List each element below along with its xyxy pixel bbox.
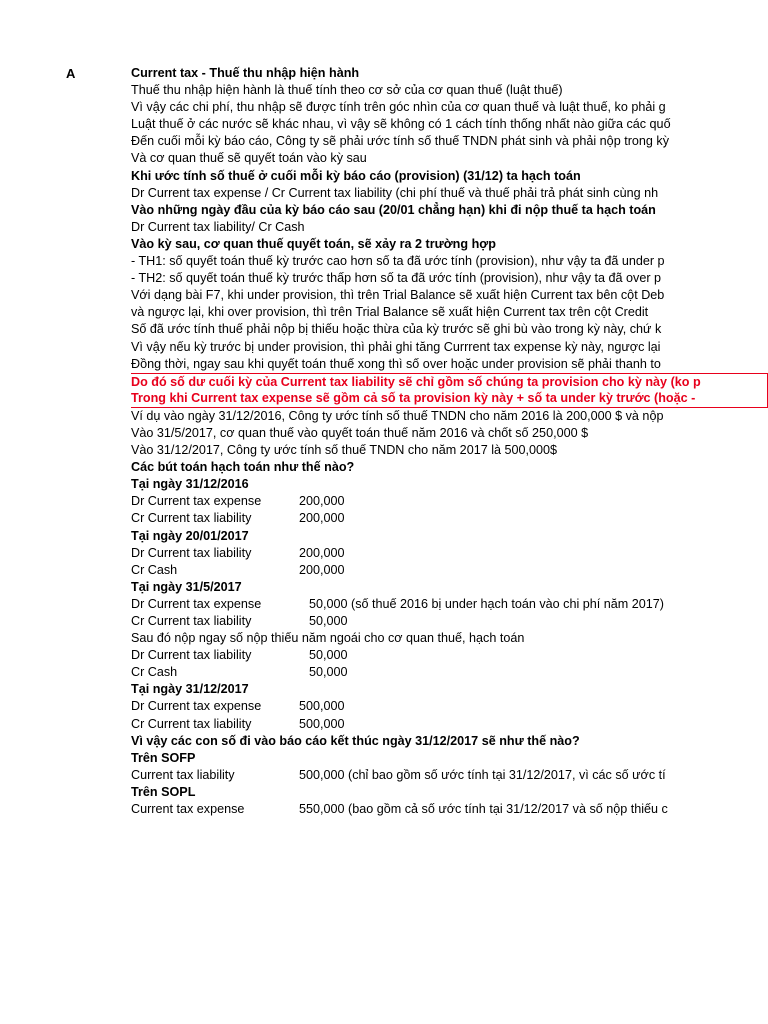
amount-value: 200,000 — [299, 562, 345, 577]
column-a-label: A — [66, 66, 76, 81]
line-text: và ngược lại, khi over provision, thì trên Trial Balance sẽ xuất hiện Current tax trên cột Credit — [131, 305, 649, 320]
line-text: Current tax - Thuế thu nhập hiện hành — [131, 66, 360, 80]
amount-value: 200,000 — [299, 511, 345, 526]
text-line — [131, 579, 768, 596]
text-line — [131, 698, 768, 715]
text-line — [131, 664, 768, 681]
line-text: Trên SOPL — [131, 784, 196, 799]
line-text: - TH1: số quyết toán thuế kỳ trước cao hơn số ta đã ước tính (provision), như vậy ta đã under p — [131, 254, 665, 269]
text-line — [131, 510, 768, 527]
amount-value: 500,000 — [299, 716, 345, 731]
line-text: Trên SOFP — [131, 750, 196, 765]
line-text: Vào 31/5/2017, cơ quan thuế vào quyết toán thuế năm 2016 và chốt số 250,000 $ — [131, 425, 589, 440]
text-line — [131, 647, 768, 664]
text-line — [131, 733, 768, 750]
amount-value: 500,000 — [299, 699, 345, 714]
text-line — [131, 596, 768, 613]
amount-value: 50,000 — [309, 614, 348, 628]
line-text: Cr Current tax liability — [131, 511, 252, 526]
text-line — [131, 442, 768, 459]
text-line — [131, 408, 768, 425]
text-lines — [131, 65, 768, 818]
line-text: Cr Current tax liability — [131, 614, 252, 628]
text-line — [131, 562, 768, 579]
text-line — [131, 716, 768, 733]
line-text: Cr Cash — [131, 665, 178, 680]
line-text: Dr Current tax liability/ Cr Cash — [131, 219, 305, 234]
text-line — [131, 321, 768, 338]
text-line — [131, 202, 768, 219]
text-line — [131, 219, 768, 236]
amount-value: 550,000 (bao gồm cả số ước tính tại 31/12/2017 và số nộp thiếu c — [299, 802, 668, 817]
line-text: Khi ước tính số thuế ở cuối mỗi kỳ báo cáo (provision) (31/12) ta hạch toán — [131, 168, 581, 183]
text-line — [131, 545, 768, 562]
line-text: Dr Current tax liability — [131, 648, 252, 663]
line-text: Ví dụ vào ngày 31/12/2016, Công ty ước tính số thuế TNDN cho năm 2016 là 200,000 $ và nộp — [131, 408, 664, 423]
line-text: Thuế thu nhập hiện hành là thuế tính theo cơ sở của cơ quan thuế (luật thuế) — [131, 83, 563, 98]
text-line — [131, 150, 768, 167]
text-line — [131, 528, 768, 545]
text-line — [131, 459, 768, 476]
line-text: Dr Current tax expense — [131, 596, 262, 611]
text-line — [131, 185, 768, 202]
text-line — [131, 270, 768, 287]
amount-value: 500,000 (chỉ bao gồm số ước tính tại 31/12/2017, vì các số ước tí — [299, 767, 666, 782]
line-text: Với dạng bài F7, khi under provision, thì trên Trial Balance sẽ xuất hiện Current tax bên cột Deb — [131, 288, 665, 303]
line-text: Tại ngày 31/5/2017 — [131, 579, 242, 594]
text-line — [131, 253, 768, 270]
example-section — [131, 408, 768, 818]
amount-value: 50,000 — [309, 648, 348, 663]
line-text: Dr Current tax expense / Cr Current tax liability (chi phí thuế và thuế phải trả phát sinh cùng nh — [131, 185, 659, 200]
line-text: Cr Cash — [131, 562, 178, 577]
text-line — [131, 304, 768, 321]
text-line — [131, 339, 768, 356]
line-text: Đến cuối mỗi kỳ báo cáo, Công ty sẽ phải ước tính số thuế TNDN phát sinh và phải nộp trong kỳ — [131, 134, 669, 149]
highlight-line: Trong khi Current tax expense sẽ gồm cả số ta provision kỳ này + số ta under kỳ trước (hoặc - — [131, 391, 696, 406]
line-text: Vì vậy nếu kỳ trước bị under provision, thì phải ghi tăng Currrent tax expense kỳ này, ngược lại — [131, 339, 661, 354]
line-text: Tại ngày 31/12/2017 — [131, 682, 249, 697]
text-line — [131, 425, 768, 442]
line-text: Vào những ngày đầu của kỳ báo cáo sau (20/01 chẳng hạn) khi đi nộp thuế ta hạch toán — [131, 202, 656, 217]
text-line — [131, 82, 768, 99]
highlight-line: Do đó số dư cuối kỳ của Current tax liability sẽ chỉ gồm số chúng ta provision cho kỳ này (ko p — [131, 374, 701, 389]
text-line — [131, 613, 768, 630]
line-text: Số đã ước tính thuế phải nộp bị thiếu hoặc thừa của kỳ trước sẽ ghi bù vào trong kỳ này, chứ k — [131, 322, 662, 337]
text-line — [131, 287, 768, 304]
intro-section — [131, 65, 768, 373]
line-text: Dr Current tax liability — [131, 545, 252, 560]
amount-value: 50,000 — [309, 665, 348, 680]
amount-value: 200,000 — [299, 494, 345, 509]
line-text: Sau đó nộp ngay số nộp thiếu năm ngoái cho cơ quan thuế, hạch toán — [131, 631, 525, 646]
line-text: Dr Current tax expense — [131, 699, 262, 714]
text-line — [131, 236, 768, 253]
text-line — [131, 750, 768, 767]
text-line — [131, 801, 768, 818]
line-text: Vì vậy các chi phí, thu nhập sẽ được tính trên góc nhìn của cơ quan thuế và luật thuế, ko phải g — [131, 100, 666, 115]
text-line — [131, 99, 768, 116]
text-line — [131, 356, 768, 373]
text-line — [131, 784, 768, 801]
line-text: - TH2: số quyết toán thuế kỳ trước thấp hơn số ta đã ước tính (provision), như vậy ta đã over p — [131, 271, 662, 286]
text-line — [131, 630, 768, 647]
line-text: Vào 31/12/2017, Công ty ước tính số thuế TNDN cho năm 2017 là 500,000$ — [131, 443, 558, 458]
line-text: Vào kỳ sau, cơ quan thuế quyết toán, sẽ xảy ra 2 trường hợp — [131, 236, 496, 251]
line-text: Cr Current tax liability — [131, 716, 252, 731]
text-line — [131, 767, 768, 784]
amount-value: 50,000 (số thuế 2016 bị under hạch toán vào chi phí năm 2017) — [309, 596, 664, 611]
line-text: Vì vậy các con số đi vào báo cáo kết thúc ngày 31/12/2017 sẽ như thế nào? — [131, 733, 580, 748]
text-line — [131, 168, 768, 185]
text-line — [131, 476, 768, 493]
line-text: Luật thuế ở các nước sẽ khác nhau, vì vậy sẽ không có 1 cách tính thống nhất nào giữa các quố — [131, 117, 671, 132]
line-text: Tại ngày 20/01/2017 — [131, 528, 249, 543]
text-line — [131, 681, 768, 698]
line-text: Các bút toán hạch toán như thế nào? — [131, 460, 355, 475]
highlight-box — [131, 373, 768, 408]
line-text: Current tax liability — [131, 767, 235, 782]
line-text: Và cơ quan thuế sẽ quyết toán vào kỳ sau — [131, 151, 367, 166]
line-text: Dr Current tax expense — [131, 494, 262, 509]
text-line — [131, 133, 768, 150]
line-text: Current tax expense — [131, 802, 245, 817]
text-line — [131, 493, 768, 510]
text-line — [131, 65, 768, 82]
amount-value: 200,000 — [299, 545, 345, 560]
text-line — [131, 116, 768, 133]
line-text: Đồng thời, ngay sau khi quyết toán thuế xong thì số over hoặc under provision sẽ phải thanh to — [131, 356, 661, 371]
line-text: Tại ngày 31/12/2016 — [131, 477, 249, 492]
